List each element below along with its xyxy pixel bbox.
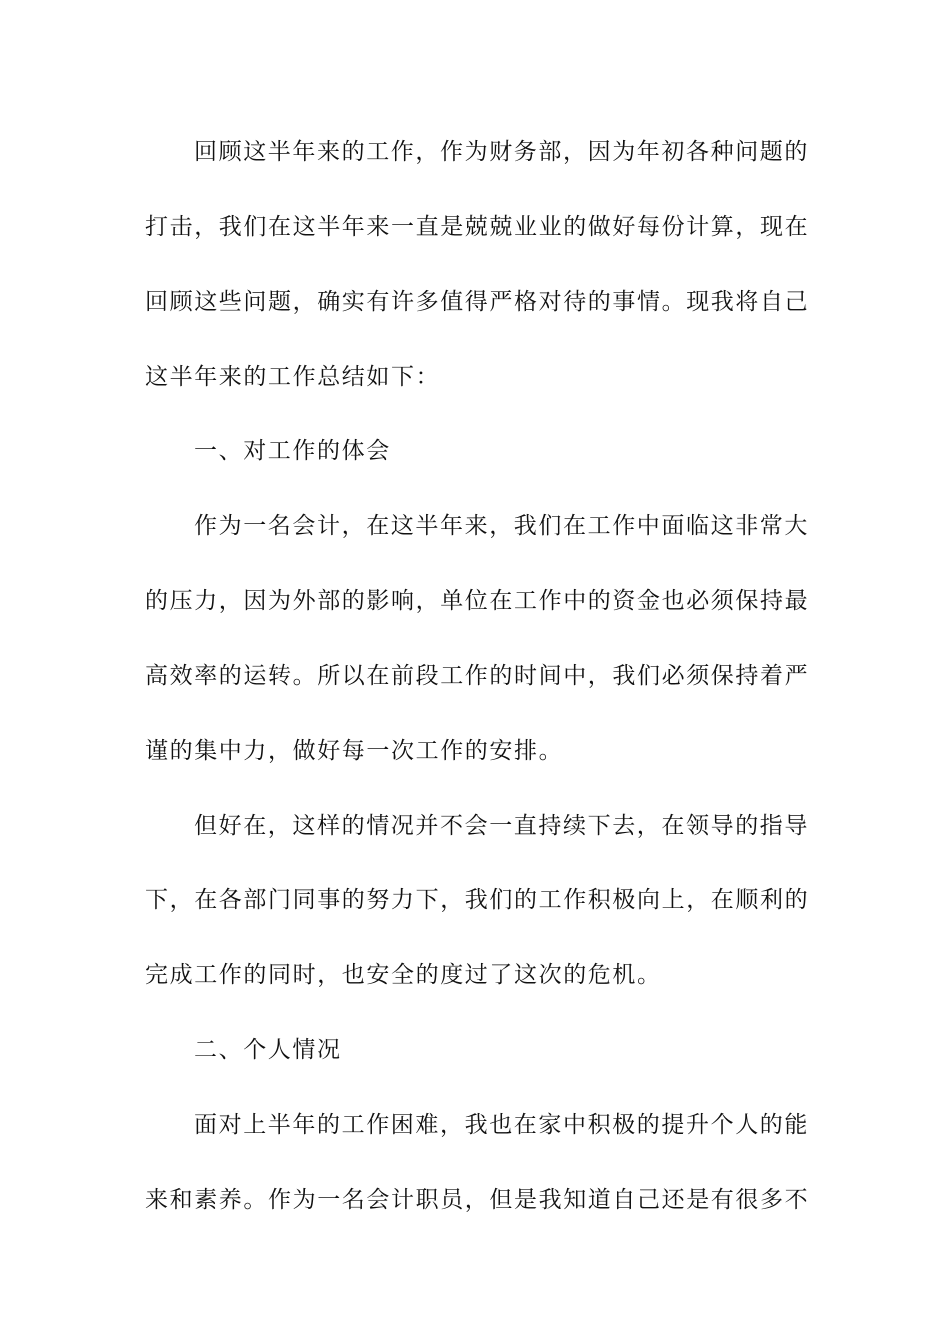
- paragraph-1-line-3: 回顾这些问题，确实有许多值得严格对待的事情。现我将自己: [145, 289, 810, 315]
- paragraph-1-line-2: 打击，我们在这半年来一直是兢兢业业的做好每份计算，现在: [145, 214, 810, 240]
- paragraph-2-line-2: 的压力，因为外部的影响，单位在工作中的资金也必须保持最: [145, 588, 810, 614]
- paragraph-3-line-2: 下，在各部门同事的努力下，我们的工作积极向上，在顺利的: [145, 887, 810, 913]
- paragraph-4-line-1: 面对上半年的工作困难，我也在家中积极的提升个人的能: [194, 1112, 809, 1138]
- paragraph-2-line-4: 谨的集中力，做好每一次工作的安排。: [145, 738, 564, 764]
- paragraph-2-line-1: 作为一名会计，在这半年来，我们在工作中面临这非常大: [194, 513, 809, 539]
- paragraph-3-line-1: 但好在，这样的情况并不会一直持续下去，在领导的指导: [194, 813, 809, 839]
- paragraph-1-line-1: 回顾这半年来的工作，作为财务部，因为年初各种问题的: [194, 139, 809, 165]
- paragraph-4-line-2: 来和素养。作为一名会计职员，但是我知道自己还是有很多不: [145, 1187, 810, 1213]
- paragraph-3-line-3: 完成工作的同时，也安全的度过了这次的危机。: [145, 962, 662, 988]
- paragraph-2-line-3: 高效率的运转。所以在前段工作的时间中，我们必须保持着严: [145, 663, 810, 689]
- paragraph-1-line-4: 这半年来的工作总结如下：: [145, 364, 441, 390]
- section-heading-2: 二、个人情况: [194, 1037, 342, 1063]
- section-heading-1: 一、对工作的体会: [194, 438, 391, 464]
